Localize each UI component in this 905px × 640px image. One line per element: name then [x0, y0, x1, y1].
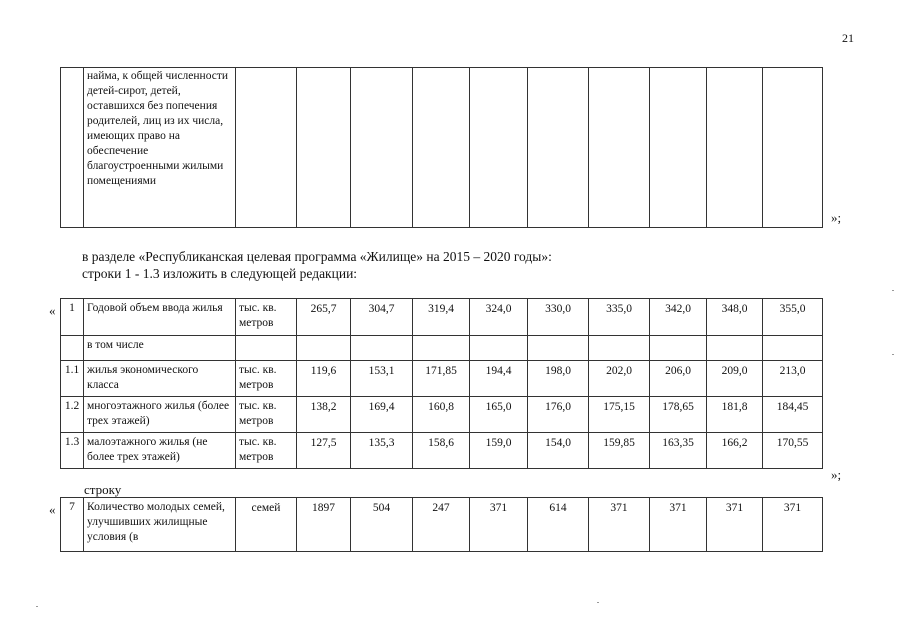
value-cell: 1897 [297, 498, 351, 552]
value-cell: 119,6 [297, 361, 351, 397]
row-unit: семей [236, 498, 297, 552]
value-cell: 127,5 [297, 433, 351, 469]
value-cell [470, 68, 528, 228]
unit-cell [236, 68, 297, 228]
value-cell [528, 68, 589, 228]
value-cell: 504 [351, 498, 413, 552]
value-cell: 135,3 [351, 433, 413, 469]
paragraph-line-1: в разделе «Республиканская целевая программа «Жилище» на 2015 – 2020 годы»: [82, 249, 552, 264]
value-cell [413, 336, 470, 361]
row-unit [236, 336, 297, 361]
value-cell: 265,7 [297, 299, 351, 336]
value-cell [470, 336, 528, 361]
value-cell [413, 68, 470, 228]
row-unit: тыс. кв. метров [236, 433, 297, 469]
value-cell: 371 [470, 498, 528, 552]
value-cell: 160,8 [413, 397, 470, 433]
row-unit: тыс. кв. метров [236, 361, 297, 397]
table-row [61, 68, 823, 228]
value-cell: 158,6 [413, 433, 470, 469]
table-row [61, 336, 823, 361]
value-cell: 355,0 [763, 299, 823, 336]
row-description: Количество молодых семей, улучшивших жилищные условия (в [84, 498, 236, 552]
value-cell [707, 336, 763, 361]
value-cell: 371 [589, 498, 650, 552]
table-row [61, 498, 823, 552]
close-quote: »; [831, 210, 842, 225]
value-cell: 324,0 [470, 299, 528, 336]
value-cell: 159,0 [470, 433, 528, 469]
value-cell [351, 68, 413, 228]
open-quote: « [49, 303, 56, 318]
value-cell [297, 336, 351, 361]
value-cell [589, 68, 650, 228]
value-cell: 178,65 [650, 397, 707, 433]
value-cell: 175,15 [589, 397, 650, 433]
scan-speck [892, 290, 894, 291]
scan-speck [36, 606, 38, 607]
value-cell: 166,2 [707, 433, 763, 469]
value-cell: 371 [763, 498, 823, 552]
value-cell: 348,0 [707, 299, 763, 336]
open-quote: « [49, 502, 56, 517]
value-cell: 209,0 [707, 361, 763, 397]
value-cell: 335,0 [589, 299, 650, 336]
value-cell: 154,0 [528, 433, 589, 469]
value-cell [650, 68, 707, 228]
value-cell: 165,0 [470, 397, 528, 433]
value-cell: 330,0 [528, 299, 589, 336]
value-cell: 614 [528, 498, 589, 552]
row-unit: тыс. кв. метров [236, 397, 297, 433]
value-cell: 184,45 [763, 397, 823, 433]
young-families-table [60, 497, 823, 552]
value-cell [297, 68, 351, 228]
value-cell: 170,55 [763, 433, 823, 469]
value-cell [763, 336, 823, 361]
table-row [61, 299, 823, 336]
value-cell: 163,35 [650, 433, 707, 469]
value-cell [351, 336, 413, 361]
value-cell: 169,4 [351, 397, 413, 433]
value-cell: 202,0 [589, 361, 650, 397]
row-description: в том числе [84, 336, 236, 361]
value-cell: 371 [707, 498, 763, 552]
row-number: 1.2 [61, 397, 84, 433]
value-cell: 176,0 [528, 397, 589, 433]
table-row [61, 397, 823, 433]
desc-cell: найма, к общей численности детей-сирот, детей, оставшихся без попечения родителей, лиц из их числа, имеющих право на обеспечение благоустроенными жилыми помещениями [84, 68, 236, 228]
row-number: 1 [61, 299, 84, 336]
value-cell: 213,0 [763, 361, 823, 397]
row-number: 1.3 [61, 433, 84, 469]
value-cell: 159,85 [589, 433, 650, 469]
value-cell: 171,85 [413, 361, 470, 397]
close-quote: »; [831, 467, 842, 482]
value-cell: 198,0 [528, 361, 589, 397]
paragraph-line-2: строки 1 - 1.3 изложить в следующей редакции: [82, 266, 358, 281]
value-cell: 194,4 [470, 361, 528, 397]
scan-speck [892, 354, 894, 355]
value-cell: 138,2 [297, 397, 351, 433]
page-number: 21 [842, 31, 854, 45]
row-description: Годовой объем ввода жилья [84, 299, 236, 336]
row-unit: тыс. кв. метров [236, 299, 297, 336]
value-cell [528, 336, 589, 361]
value-cell: 319,4 [413, 299, 470, 336]
value-cell: 247 [413, 498, 470, 552]
continuation-table [60, 67, 823, 228]
value-cell: 153,1 [351, 361, 413, 397]
row-number [61, 336, 84, 361]
row-number: 7 [61, 498, 84, 552]
row-description: малоэтажного жилья (не более трех этажей) [84, 433, 236, 469]
value-cell: 304,7 [351, 299, 413, 336]
value-cell [707, 68, 763, 228]
row-description: жилья экономического класса [84, 361, 236, 397]
row-number: 1.1 [61, 361, 84, 397]
value-cell: 371 [650, 498, 707, 552]
num-cell [61, 68, 84, 228]
value-cell: 181,8 [707, 397, 763, 433]
value-cell [763, 68, 823, 228]
table-row [61, 361, 823, 397]
value-cell [589, 336, 650, 361]
value-cell: 206,0 [650, 361, 707, 397]
scan-speck [597, 602, 599, 603]
table-row [61, 433, 823, 469]
housing-table [60, 298, 823, 469]
stroku-label: строку [84, 482, 122, 497]
value-cell [650, 336, 707, 361]
value-cell: 342,0 [650, 299, 707, 336]
row-description: многоэтажного жилья (более трех этажей) [84, 397, 236, 433]
